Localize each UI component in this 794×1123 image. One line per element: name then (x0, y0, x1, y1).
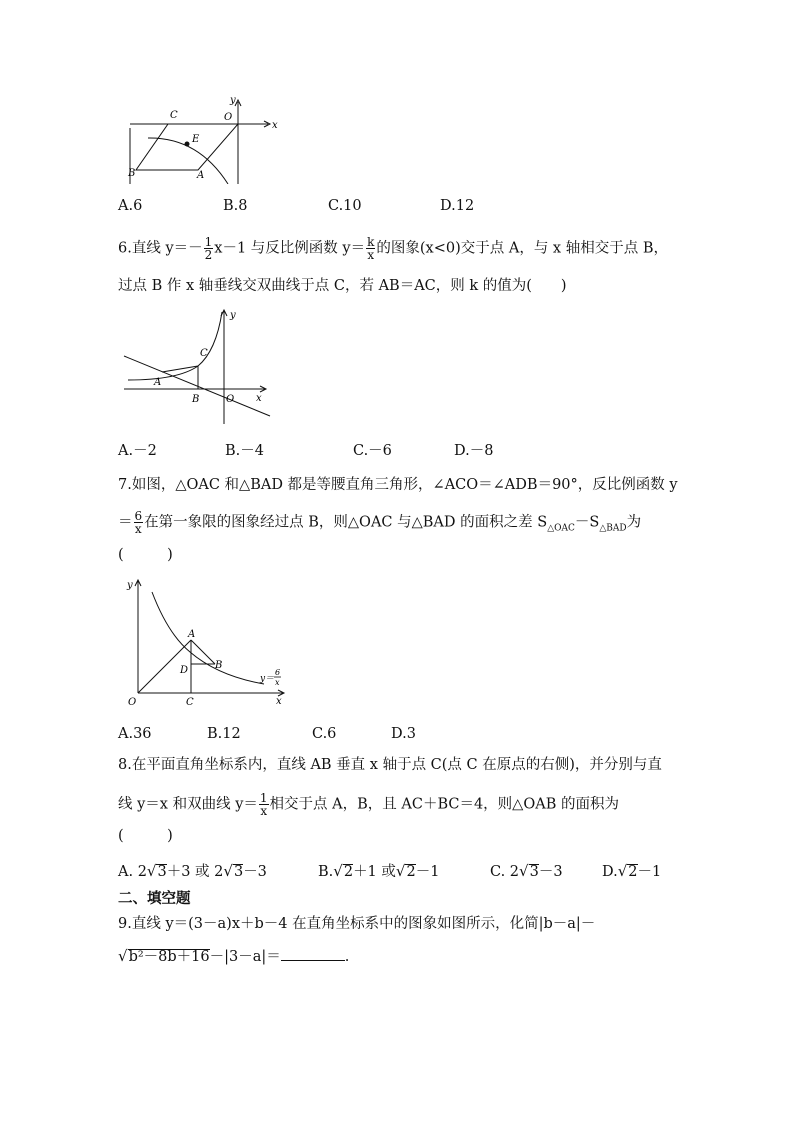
fraction: $\frac{1}{x}$ (259, 791, 268, 818)
label-b: B (128, 168, 136, 179)
q5-option-c[interactable]: C.10 (328, 198, 362, 214)
label-c: C (200, 348, 208, 359)
label-b: B (215, 660, 223, 671)
label-d: D (180, 665, 189, 676)
q5-figure (118, 92, 288, 184)
q8-option-d[interactable]: D.√2－1 (602, 862, 662, 880)
fraction: $\frac{6}{x}$ (134, 509, 143, 536)
answer-blank[interactable] (281, 946, 345, 961)
label-a: A (154, 377, 162, 388)
label-a: A (197, 170, 205, 181)
q6-option-a[interactable]: A.－2 (118, 443, 157, 459)
label-o: O (224, 112, 233, 123)
label-b: B (192, 394, 200, 405)
fraction: $\frac{1}{2}$ (204, 235, 213, 262)
axis-x-label: x (272, 120, 278, 131)
section-heading: 二、填空题 (118, 891, 191, 907)
sqrt-icon: √ (118, 947, 128, 965)
q8-option-c[interactable]: C. 2√3－3 (490, 862, 563, 880)
q6-option-b[interactable]: B.－4 (225, 443, 264, 459)
q9-stem-line1: 9.直线 y＝(3－a)x＋b－4 在直角坐标系中的图象如图所示，化简|b－a|－ (118, 916, 596, 932)
q6-stem-line2: 过点 B 作 x 轴垂线交双曲线于点 C，若 AB＝AC，则 k 的值为( ) (118, 278, 567, 294)
q6-option-c[interactable]: C.－6 (353, 443, 392, 459)
q8-stem-line2: 线 y＝x 和双曲线 y＝ $\frac{1}{x}$ 相交于点 A，B，且 AC＋BC＝4，则△OAB 的面积为 (118, 791, 619, 818)
label-e: E (192, 134, 200, 145)
q8-option-a[interactable]: A. 2√3＋3 或 2√3－3 (118, 862, 267, 880)
q7-option-c[interactable]: C.6 (312, 726, 337, 742)
q8-option-b[interactable]: B.√2＋1 或√2－1 (318, 862, 440, 880)
fraction: $\frac{k}{x}$ (367, 235, 375, 262)
sqrt-icon: √ (223, 862, 233, 880)
sqrt-icon: √ (395, 862, 406, 880)
q7-stem-line3: ( ) (118, 547, 173, 563)
q8-stem-line1: 8.在平面直角坐标系内，直线 AB 垂直 x 轴于点 C(点 C 在原点的右侧)，并分别与直 (118, 757, 662, 773)
axis-y-label: y (127, 580, 133, 591)
label-a: A (188, 629, 196, 640)
axis-x-label: x (256, 393, 262, 404)
curve-label-numerator: 6 (275, 668, 281, 677)
curve-label: y＝ (260, 674, 275, 684)
q7-option-d[interactable]: D.3 (391, 726, 416, 742)
sqrt-icon: √ (519, 862, 529, 880)
q6-stem-line1: 6.直线 y＝－ $\frac{1}{2}$ x－1 与反比例函数 y＝ $\frac{k}{x}$ 的图象(x<0)交于点 A，与 x 轴相交于点 B， (118, 235, 668, 262)
label-c: C (170, 110, 178, 121)
sqrt-icon: √ (333, 862, 343, 880)
axis-x-label: x (276, 696, 282, 707)
q7-stem-line1: 7.如图，△OAC 和△BAD 都是等腰直角三角形，∠ACO＝∠ADB＝90°，反比例函数 y (118, 477, 678, 493)
q5-option-d[interactable]: D.12 (440, 198, 475, 214)
label-o: O (128, 697, 137, 708)
q8-stem-line3: ( ) (118, 828, 173, 844)
sqrt-icon: √ (617, 862, 628, 880)
axis-y-label: y (230, 310, 236, 321)
label-o: O (226, 394, 235, 405)
q7-option-a[interactable]: A.36 (118, 726, 152, 742)
q5-option-a[interactable]: A.6 (118, 198, 143, 214)
q7-option-b[interactable]: B.12 (207, 726, 241, 742)
q5-option-b[interactable]: B.8 (223, 198, 248, 214)
sqrt-icon: √ (146, 862, 157, 880)
curve-label-denominator: x (275, 678, 280, 687)
label-c: C (186, 697, 194, 708)
q6-figure (118, 306, 278, 424)
q9-stem-line2: √b²－8b＋16－|3－a|＝ . (118, 947, 350, 965)
q7-figure (118, 574, 294, 710)
q7-stem-line2: ＝ $\frac{6}{x}$ 在第一象限的图象经过点 B，则△OAC 与△BAD 的面积之差 $S_{\triangle OAC}-S_{\triangle BAD}$为 (118, 509, 642, 536)
q6-option-d[interactable]: D.－8 (454, 443, 494, 459)
axis-y-label: y (230, 95, 236, 106)
